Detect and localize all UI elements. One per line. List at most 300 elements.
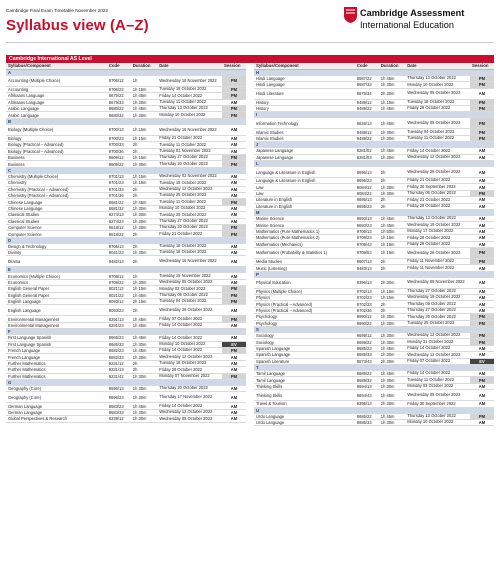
session-cell: AM: [222, 354, 246, 360]
syllabus-cell: Further Mathematics: [6, 373, 107, 379]
code-cell: 9708/12: [107, 273, 131, 279]
date-cell: Wednesday 12 October 2022: [405, 154, 470, 160]
duration-cell: 2h: [131, 367, 157, 373]
date-cell: Wednesday 05 October 2022: [157, 416, 222, 422]
date-cell: Thursday 27 October 2022: [405, 307, 470, 313]
code-cell: 8683/23: [107, 403, 131, 409]
date-cell: Wednesday 12 October 2022: [157, 186, 222, 192]
duration-cell: 1h 30m: [379, 339, 405, 345]
session-cell: PM: [222, 299, 246, 305]
syllabus-cell: First Language Spanish: [6, 341, 107, 347]
level-banner: Cambridge International AS Level: [6, 55, 494, 63]
date-cell: Tuesday 04 October 2022: [405, 129, 470, 135]
session-cell: AM: [222, 279, 246, 285]
date-cell: Tuesday 18 October 2022: [405, 99, 470, 105]
code-cell: 9708/22: [107, 279, 131, 285]
date-cell: Friday 28 October 2022: [405, 235, 470, 241]
session-cell: PM: [470, 118, 494, 129]
syllabus-cell: Biology (Practical – Advanced): [6, 148, 107, 154]
session-cell: AM: [470, 419, 494, 425]
section-letter: C: [6, 167, 246, 173]
session-cell: PM: [470, 314, 494, 320]
code-cell: 9626/13: [355, 118, 379, 129]
session-cell: PM: [222, 112, 246, 118]
code-cell: 9694/43: [355, 390, 379, 401]
code-cell: 8291/23: [107, 322, 131, 328]
syllabus-cell: Biology: [6, 135, 107, 141]
session-cell: PM: [222, 93, 246, 99]
header-date: Date: [405, 63, 470, 69]
syllabus-cell: History: [254, 106, 355, 112]
date-cell: Wednesday 16 November 2022: [157, 124, 222, 135]
date-cell: Wednesday 12 October 2022: [157, 354, 222, 360]
session-cell: AM: [222, 148, 246, 154]
date-cell: Wednesday 19 October 2022: [405, 222, 470, 228]
session-cell: AM: [222, 205, 246, 211]
date-cell: Thursday 20 October 2022: [157, 161, 222, 167]
code-cell: 8665/23: [107, 335, 131, 341]
date-cell: Monday 10 October 2022: [157, 112, 222, 118]
syllabus-cell: Chinese Language: [6, 205, 107, 211]
section-letter: I: [254, 112, 494, 118]
code-cell: 8695/23: [355, 178, 379, 184]
syllabus-cell: Classical Studies: [6, 218, 107, 224]
right-timetable-column: [254, 63, 494, 426]
date-cell: Friday 28 October 2022: [405, 241, 470, 247]
session-cell: PM: [470, 333, 494, 339]
session-cell: PM: [222, 316, 246, 322]
table-row: [6, 305, 246, 316]
syllabus-cell: German Language: [6, 409, 107, 415]
syllabus-cell: Urdu Language: [254, 419, 355, 425]
session-cell: AM: [470, 167, 494, 178]
duration-cell: 1h 15m: [379, 241, 405, 247]
syllabus-cell: Chemistry (Multiple Choice): [6, 173, 107, 179]
date-cell: Friday 14 October 2022: [405, 371, 470, 377]
session-cell: EV: [470, 358, 494, 364]
date-cell: Tuesday 18 October 2022: [157, 86, 222, 92]
date-cell: Tuesday 18 October 2022: [157, 360, 222, 366]
code-cell: 9489/12: [355, 99, 379, 105]
syllabus-cell: Afrikaans Language: [6, 99, 107, 105]
duration-cell: 1h 30m: [379, 314, 405, 320]
syllabus-cell: Media Studies: [254, 258, 355, 264]
session-cell: PM: [222, 292, 246, 298]
date-cell: Friday 28 October 2022: [405, 203, 470, 209]
date-cell: Wednesday 12 October 2022: [157, 409, 222, 415]
header-syllabus: Syllabus/Component: [254, 63, 355, 69]
section-letter: M: [254, 209, 494, 215]
code-cell: 8680/22: [107, 106, 131, 112]
duration-cell: 1h 45m: [379, 345, 405, 351]
session-cell: AM: [222, 192, 246, 198]
syllabus-cell: Language & Literature in English: [254, 167, 355, 178]
syllabus-cell: Environmental Management: [6, 316, 107, 322]
code-cell: 9709/53: [355, 247, 379, 258]
syllabus-cell: Arabic Language: [6, 106, 107, 112]
syllabus-cell: Accounting (Multiple Choice): [6, 75, 107, 86]
session-cell: PM: [470, 413, 494, 419]
date-cell: Monday 10 October 2022: [157, 341, 222, 347]
duration-cell: 1h 30m: [131, 112, 157, 118]
shield-icon: [344, 7, 357, 23]
date-cell: Tuesday 11 October 2022: [405, 135, 470, 141]
header-duration: Duration: [379, 63, 405, 69]
code-cell: 8689/32: [355, 377, 379, 383]
table-row: [254, 419, 494, 425]
duration-cell: 2h: [131, 186, 157, 192]
date-cell: Friday 21 October 2022: [157, 135, 222, 141]
syllabus-cell: Spanish Language: [254, 352, 355, 358]
date-cell: Thursday 13 October 2022: [405, 75, 470, 81]
code-cell: 9701/33: [107, 186, 131, 192]
date-cell: Friday 28 October 2022: [157, 367, 222, 373]
date-cell: Thursday 13 October 2022: [157, 106, 222, 112]
date-cell: Friday 21 October 2022: [157, 231, 222, 237]
syllabus-cell: Marine Science: [254, 215, 355, 221]
table-row: [6, 392, 246, 403]
session-cell: EV: [222, 341, 246, 347]
duration-cell: 1h 30m: [379, 135, 405, 141]
date-cell: Tuesday 25 October 2022: [157, 192, 222, 198]
code-cell: 8041/23: [107, 250, 131, 256]
syllabus-cell: French Language: [6, 354, 107, 360]
date-cell: Wednesday 26 October 2022: [405, 247, 470, 258]
syllabus-cell: Tamil Language: [254, 377, 355, 383]
duration-cell: 1h 30m: [131, 373, 157, 379]
date-cell: Wednesday 19 October 2022: [405, 295, 470, 301]
session-cell: PM: [222, 161, 246, 167]
session-cell: PM: [470, 106, 494, 112]
duration-cell: 2h: [131, 148, 157, 154]
duration-cell: 1h 30m: [379, 352, 405, 358]
session-cell: PM: [222, 106, 246, 112]
duration-cell: 1h 30m: [379, 419, 405, 425]
session-cell: AM: [470, 154, 494, 160]
date-cell: Wednesday 02 November 2022: [157, 173, 222, 179]
section-letter: H: [254, 69, 494, 75]
date-cell: Friday 07 October 2022: [405, 358, 470, 364]
duration-cell: 1h 45m: [131, 93, 157, 99]
duration-cell: 1h 30m: [131, 250, 157, 256]
duration-cell: 1h 45m: [131, 199, 157, 205]
syllabus-cell: Law: [254, 190, 355, 196]
date-cell: Tuesday 25 October 2022: [405, 320, 470, 326]
code-cell: 8291/13: [107, 316, 131, 322]
date-cell: Friday 14 October 2022: [157, 335, 222, 341]
session-cell: AM: [470, 148, 494, 154]
timetable-right: [254, 63, 494, 426]
code-cell: 8673/43: [355, 358, 379, 364]
date-cell: Monday 31 October 2022: [405, 339, 470, 345]
code-cell: 9709/13: [355, 228, 379, 234]
duration-cell: 2h: [379, 265, 405, 271]
session-cell: AM: [222, 218, 246, 224]
date-cell: Monday 17 October 2022: [405, 228, 470, 234]
session-cell: AM: [470, 178, 494, 184]
code-cell: 8665/33: [107, 341, 131, 347]
session-cell: AM: [222, 409, 246, 415]
duration-cell: 2h 30m: [379, 401, 405, 407]
header-code: Code: [355, 63, 379, 69]
session-cell: PM: [470, 339, 494, 345]
session-cell: AM: [470, 371, 494, 377]
duration-cell: 1h 45m: [379, 222, 405, 228]
duration-cell: 1h 45m: [131, 348, 157, 354]
syllabus-cell: Language & Literature in English: [254, 178, 355, 184]
syllabus-cell: Japanese Language: [254, 148, 355, 154]
header-syllabus: Syllabus/Component: [6, 63, 107, 69]
session-cell: AM: [470, 203, 494, 209]
code-cell: 8681/32: [107, 205, 131, 211]
date-cell: Friday 14 October 2022: [157, 403, 222, 409]
date-cell: Thursday 06 October 2022: [157, 292, 222, 298]
session-cell: AM: [222, 124, 246, 135]
syllabus-cell: Global Perspectives & Research: [6, 416, 107, 422]
duration-cell: 1h 50m: [379, 228, 405, 234]
syllabus-cell: Physics (Practical – Advanced): [254, 301, 355, 307]
syllabus-cell: Physics (Practical – Advanced): [254, 307, 355, 313]
section-letter: U: [254, 407, 494, 413]
date-cell: Tuesday 11 October 2022: [157, 199, 222, 205]
session-cell: AM: [222, 173, 246, 179]
session-cell: PM: [470, 190, 494, 196]
code-cell: 9694/13: [355, 383, 379, 389]
code-cell: 9701/36: [107, 192, 131, 198]
duration-cell: 1h 30m: [131, 341, 157, 347]
code-cell: 8681/22: [107, 199, 131, 205]
duration-cell: 1h 15m: [131, 86, 157, 92]
syllabus-cell: Hindi Literature: [254, 88, 355, 99]
session-cell: AM: [222, 416, 246, 422]
duration-cell: 1h 15m: [131, 124, 157, 135]
session-cell: AM: [470, 383, 494, 389]
syllabus-cell: Information Technology: [254, 118, 355, 129]
session-cell: AM: [470, 215, 494, 221]
session-cell: AM: [222, 186, 246, 192]
duration-cell: 1h 45m: [131, 322, 157, 328]
duration-cell: 1h 30m: [379, 184, 405, 190]
duration-cell: 1h 45m: [379, 148, 405, 154]
syllabus-cell: Psychology: [254, 320, 355, 326]
date-cell: Wednesday 16 November 2022: [157, 75, 222, 86]
session-cell: AM: [222, 99, 246, 105]
code-cell: 9093/12: [107, 299, 131, 305]
section-letter: P: [254, 271, 494, 277]
date-cell: Tuesday 18 October 2022: [157, 243, 222, 249]
syllabus-cell: Music (Listening): [254, 265, 355, 271]
date-cell: Friday 11 November 2022: [405, 265, 470, 271]
date-cell: Wednesday 12 October 2022: [405, 352, 470, 358]
duration-cell: 1h 30m: [379, 190, 405, 196]
syllabus-cell: Hindi Language: [254, 75, 355, 81]
duration-cell: 1h 30m: [131, 99, 157, 105]
code-cell: 9695/23: [355, 203, 379, 209]
duration-cell: 1h 15m: [131, 135, 157, 141]
duration-cell: 1h 30m: [379, 383, 405, 389]
session-cell: AM: [470, 295, 494, 301]
table-row: [254, 88, 494, 99]
duration-cell: 1h 15m: [131, 173, 157, 179]
syllabus-cell: Chemistry (Practical – Advanced): [6, 192, 107, 198]
code-cell: 9483/13: [355, 265, 379, 271]
code-cell: 9488/22: [355, 135, 379, 141]
duration-cell: 1h 45m: [379, 106, 405, 112]
table-row: [254, 118, 494, 129]
syllabus-cell: Geography (Core): [6, 392, 107, 403]
syllabus-cell: Physics (Multiple Choice): [254, 288, 355, 294]
session-cell: AM: [222, 322, 246, 328]
syllabus-cell: Chinese Language: [6, 199, 107, 205]
code-cell: 8680/32: [107, 112, 131, 118]
code-cell: 9084/12: [355, 184, 379, 190]
code-cell: 8682/33: [107, 354, 131, 360]
duration-cell: 2h: [131, 305, 157, 316]
duration-cell: 1h 45m: [131, 335, 157, 341]
date-cell: Monday 10 October 2022: [405, 82, 470, 88]
date-cell: Monday 07 November 2022: [157, 373, 222, 379]
syllabus-cell: Sociology: [254, 339, 355, 345]
session-cell: PM: [470, 99, 494, 105]
duration-cell: 1h 30m: [379, 129, 405, 135]
code-cell: 9701/13: [107, 173, 131, 179]
section-letter: J: [254, 142, 494, 148]
syllabus-cell: Islamic Studies: [254, 135, 355, 141]
code-cell: 9231/12: [107, 360, 131, 366]
syllabus-cell: Classical Studies: [6, 212, 107, 218]
session-cell: PM: [470, 129, 494, 135]
date-cell: Friday 21 October 2022: [405, 197, 470, 203]
session-cell: AM: [470, 301, 494, 307]
duration-cell: 1h 45m: [131, 292, 157, 298]
session-cell: AM: [222, 335, 246, 341]
session-cell: AM: [222, 367, 246, 373]
duration-cell: 1h 15m: [379, 288, 405, 294]
logo-line-1: Cambridge Assessment: [360, 8, 465, 18]
code-cell: 9395/13: [355, 401, 379, 407]
duration-cell: 2h: [379, 301, 405, 307]
syllabus-cell: Economics (Multiple Choice): [6, 273, 107, 279]
syllabus-cell: History: [254, 99, 355, 105]
duration-cell: 2h 30m: [379, 277, 405, 288]
duration-cell: 1h 45m: [131, 106, 157, 112]
syllabus-cell: Marine Science: [254, 222, 355, 228]
date-cell: Friday 11 November 2022: [405, 258, 470, 264]
session-cell: AM: [470, 222, 494, 228]
code-cell: 9701/23: [107, 180, 131, 186]
timetable-left: [6, 63, 246, 423]
session-cell: PM: [470, 75, 494, 81]
code-cell: 8685/33: [355, 352, 379, 358]
code-cell: 9084/22: [355, 190, 379, 196]
document-supertitle: Cambridge Final Exam Timetable November 2022: [6, 8, 108, 13]
code-cell: 8679/22: [107, 93, 131, 99]
duration-cell: 2h: [379, 178, 405, 184]
syllabus-cell: Biology (Practical – Advanced): [6, 142, 107, 148]
syllabus-cell: Sociology: [254, 333, 355, 339]
duration-cell: 1h 30m: [379, 377, 405, 383]
syllabus-cell: Mathematics (Mechanics): [254, 241, 355, 247]
session-cell: AM: [470, 184, 494, 190]
duration-cell: 2h: [379, 167, 405, 178]
syllabus-cell: French Language: [6, 348, 107, 354]
duration-cell: 1h 15m: [131, 286, 157, 292]
code-cell: 8675/34: [355, 88, 379, 99]
syllabus-cell: Chemistry (Practical – Advanced): [6, 186, 107, 192]
duration-cell: 1h 45m: [379, 75, 405, 81]
session-cell: PM: [470, 247, 494, 258]
code-cell: 9239/12: [107, 416, 131, 422]
date-cell: Tuesday 18 October 2022: [157, 250, 222, 256]
duration-cell: 1h 45m: [379, 413, 405, 419]
code-cell: 9702/23: [355, 295, 379, 301]
syllabus-cell: Mathematics (Probability & Statistics 1): [254, 247, 355, 258]
logo-line-2: International Education: [360, 20, 454, 30]
syllabus-cell: Environmental Management: [6, 322, 107, 328]
code-cell: 8683/33: [107, 409, 131, 415]
duration-cell: 1h 45m: [131, 403, 157, 409]
syllabus-cell: Mathematics (Pure Mathematics 2): [254, 235, 355, 241]
session-cell: PM: [222, 224, 246, 230]
table-row: [6, 124, 246, 135]
header-session: Session: [222, 63, 246, 69]
syllabus-cell: Computer Science: [6, 224, 107, 230]
duration-cell: 1h 45m: [379, 390, 405, 401]
date-cell: Thursday 20 October 2022: [405, 314, 470, 320]
duration-cell: 1h 30m: [131, 392, 157, 403]
duration-cell: 1h 30m: [131, 354, 157, 360]
code-cell: 8686/22: [355, 413, 379, 419]
syllabus-cell: Further Mathematics: [6, 367, 107, 373]
duration-cell: 1h: [131, 75, 157, 86]
date-cell: Thursday 13 October 2022: [405, 413, 470, 419]
session-cell: AM: [470, 307, 494, 313]
syllabus-cell: Design & Technology: [6, 243, 107, 249]
date-cell: Wednesday 05 October 2022: [157, 279, 222, 285]
section-letter: F: [6, 329, 246, 335]
syllabus-cell: Chemistry: [6, 180, 107, 186]
session-cell: PM: [470, 320, 494, 326]
code-cell: 8682/23: [107, 348, 131, 354]
session-cell: PM: [470, 258, 494, 264]
timetable-right-body: [254, 69, 494, 425]
section-letter: G: [6, 379, 246, 385]
code-cell: 8281/02: [355, 148, 379, 154]
duration-cell: 1h 30m: [379, 154, 405, 160]
date-cell: Thursday 20 October 2022: [157, 385, 222, 391]
duration-cell: 1h 30m: [131, 205, 157, 211]
table-row: [254, 277, 494, 288]
date-cell: Tuesday 11 October 2022: [157, 99, 222, 105]
code-cell: 9699/22: [355, 339, 379, 345]
duration-cell: 2h: [131, 192, 157, 198]
syllabus-cell: Biology (Multiple Choice): [6, 124, 107, 135]
date-cell: Wednesday 09 November 2022: [405, 277, 470, 288]
session-cell: PM: [222, 231, 246, 237]
session-cell: PM: [222, 199, 246, 205]
session-cell: PM: [470, 135, 494, 141]
date-cell: Friday 14 October 2022: [157, 93, 222, 99]
section-letter: T: [254, 365, 494, 371]
section-letter: B: [6, 118, 246, 124]
date-cell: Tuesday 25 October 2022: [157, 212, 222, 218]
code-cell: 9709/43: [355, 241, 379, 247]
syllabus-cell: Geography (Core): [6, 385, 107, 391]
date-cell: Wednesday 26 October 2022: [405, 167, 470, 178]
syllabus-cell: English General Paper: [6, 292, 107, 298]
duration-cell: 1h 30m: [131, 161, 157, 167]
header-duration: Duration: [131, 63, 157, 69]
